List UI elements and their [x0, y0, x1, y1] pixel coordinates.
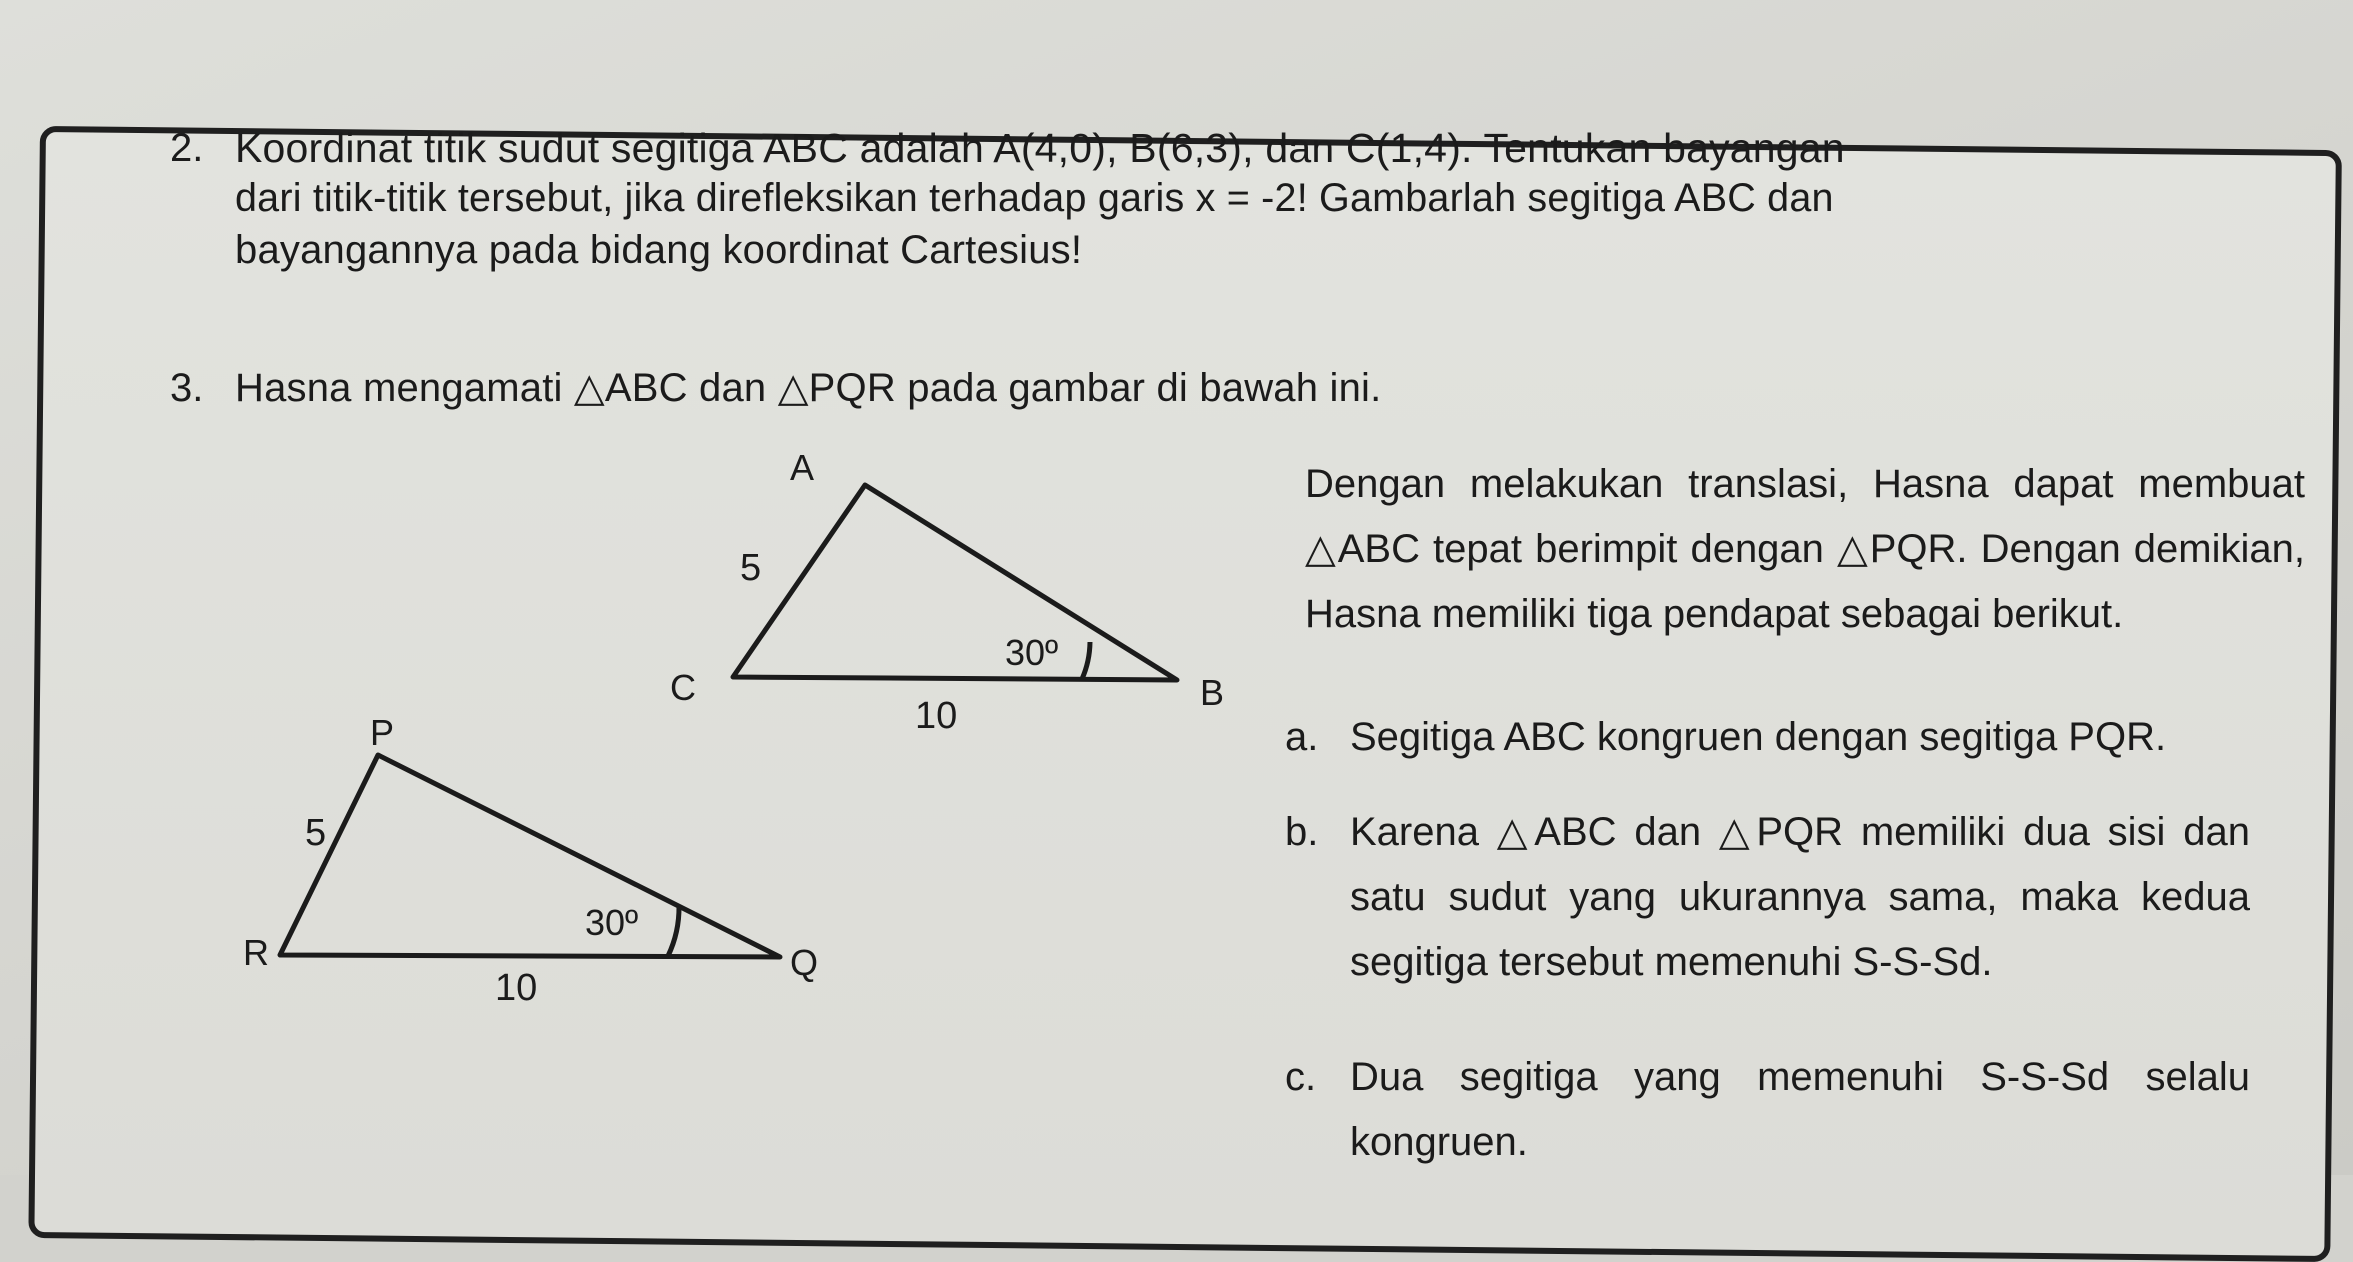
side-ac-label: 5: [740, 547, 762, 589]
vertex-b-label: B: [1200, 672, 1225, 713]
problem-2-line-1: Koordinat titik sudut segitiga ABC adalah A(4,0), B(6,3), dan C(1,4). Tentukan bayangan: [235, 125, 1845, 171]
problem-3-intro: Hasna mengamati △ABC dan △PQR pada gambar di bawah ini.: [235, 366, 1382, 410]
angle-q-arc: [668, 906, 679, 956]
option-c-text: Dua segitiga yang memenuhi S-S-Sd selalu kongruen.: [1350, 1055, 2250, 1164]
option-b-label: b.: [1285, 810, 1319, 854]
problem-3-paragraph: Dengan melakukan translasi, Hasna dapat membuat △ABC tepat berimpit dengan △PQR. Dengan demikian, Hasna memiliki tiga pendapat sebagai berikut.: [1305, 462, 2305, 636]
problem-2-number: 2.: [170, 126, 204, 170]
side-cb-label: 10: [915, 695, 958, 737]
triangle-abc: [670, 447, 1224, 737]
triangle-abc-shape: [733, 485, 1177, 680]
angle-q-label: 30º: [585, 902, 639, 943]
option-c-label: c.: [1285, 1055, 1317, 1099]
option-a-label: a.: [1285, 715, 1319, 759]
vertex-q-label: Q: [790, 942, 819, 983]
option-b-text: Karena △ABC dan △PQR memiliki dua sisi dan satu sudut yang ukurannya sama, maka kedua segitiga tersebut memenuhi S-S-Sd.: [1350, 810, 2250, 984]
problem-3-number: 3.: [170, 366, 204, 410]
angle-b-arc: [1082, 642, 1090, 679]
vertex-p-label: P: [370, 712, 395, 753]
triangle-pqr-shape: [280, 755, 780, 957]
side-pr-label: 5: [305, 812, 327, 854]
side-rq-label: 10: [495, 967, 538, 1009]
vertex-r-label: R: [243, 932, 269, 973]
vertex-c-label: C: [670, 667, 696, 708]
problem-2-line-2: dari titik-titik tersebut, jika direfleksikan terhadap garis x = -2! Gambarlah segitiga ABC dan: [235, 176, 1834, 220]
vertex-a-label: A: [790, 447, 815, 488]
triangle-pqr: [243, 712, 818, 1009]
problem-2-line-3: bayangannya pada bidang koordinat Cartesius!: [235, 228, 1083, 272]
angle-b-label: 30º: [1005, 632, 1059, 673]
option-a-text: Segitiga ABC kongruen dengan segitiga PQR.: [1350, 715, 2167, 759]
